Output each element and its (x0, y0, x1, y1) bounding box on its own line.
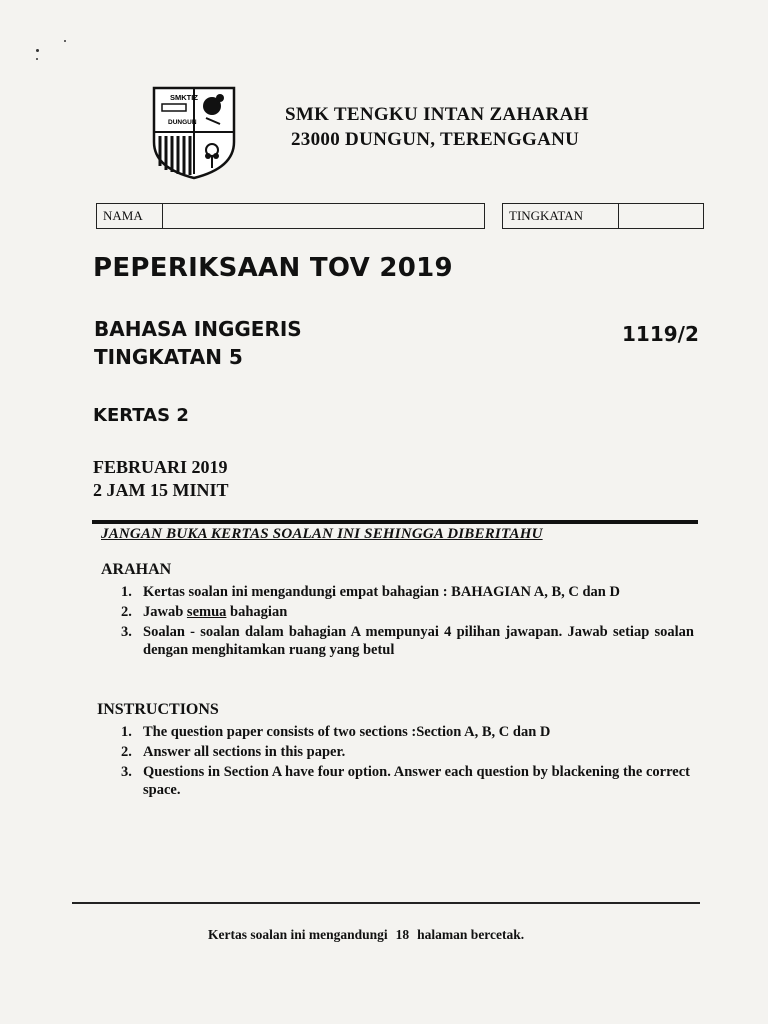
instructions-list (121, 723, 690, 801)
list-item: 2. Jawab semua bahagian (121, 604, 288, 620)
nama-field[interactable] (96, 203, 485, 229)
exam-duration: 2 JAM 15 MINIT (93, 480, 229, 500)
list-item: 3. Questions in Section A have four option. Answer each question by blackening the correct space. (121, 764, 690, 798)
tingkatan-field[interactable] (502, 203, 704, 229)
list-item: 2. Answer all sections in this paper. (121, 744, 346, 760)
scan-speck (36, 49, 39, 52)
arahan-list (121, 583, 694, 661)
form-level: TINGKATAN 5 (94, 345, 243, 369)
paper-code: 1119/2 (622, 322, 699, 346)
instructions-heading: INSTRUCTIONS (97, 701, 219, 718)
warning-notice: JANGAN BUKA KERTAS SOALAN INI SEHINGGA DIBERITAHU (101, 526, 543, 542)
scan-speck (64, 40, 66, 42)
school-address: 23000 DUNGUN, TERENGGANU (291, 129, 580, 150)
svg-text:SMKTIZ: SMKTIZ (170, 93, 198, 102)
school-crest (150, 84, 238, 180)
exam-date: FEBRUARI 2019 (93, 457, 228, 477)
list-item: 3. Soalan - soalan dalam bahagian A mempunyai 4 pilihan jawapan. Jawab setiap soalan dengan menghitamkan ruang yang betul (121, 624, 694, 658)
school-name: SMK TENGKU INTAN ZAHARAH (285, 104, 589, 125)
arahan-heading: ARAHAN (101, 561, 172, 578)
page-count-note: Kertas soalan ini mengandungi 18 halaman bercetak. (208, 927, 525, 942)
subject-block (94, 315, 302, 371)
divider-top (92, 520, 698, 524)
page-count: 18 (395, 927, 410, 942)
emphasis-word: semua (186, 604, 227, 620)
list-item: 1. The question paper consists of two sections :Section A, B, C dan D (121, 724, 551, 740)
list-item: 1. Kertas soalan ini mengandungi empat bahagian : BAHAGIAN A, B, C dan D (121, 584, 620, 600)
svg-text:DUNGUN: DUNGUN (168, 119, 197, 126)
paper-number: KERTAS 2 (93, 405, 189, 426)
exam-date-block (93, 456, 229, 502)
scan-speck (36, 58, 38, 60)
tingkatan-label: TINGKATAN (503, 204, 619, 228)
exam-title: PEPERIKSAAN TOV 2019 (93, 253, 453, 283)
divider-bottom (72, 902, 700, 904)
nama-label: NAMA (97, 204, 163, 228)
subject-name: BAHASA INGGERIS (94, 317, 302, 341)
